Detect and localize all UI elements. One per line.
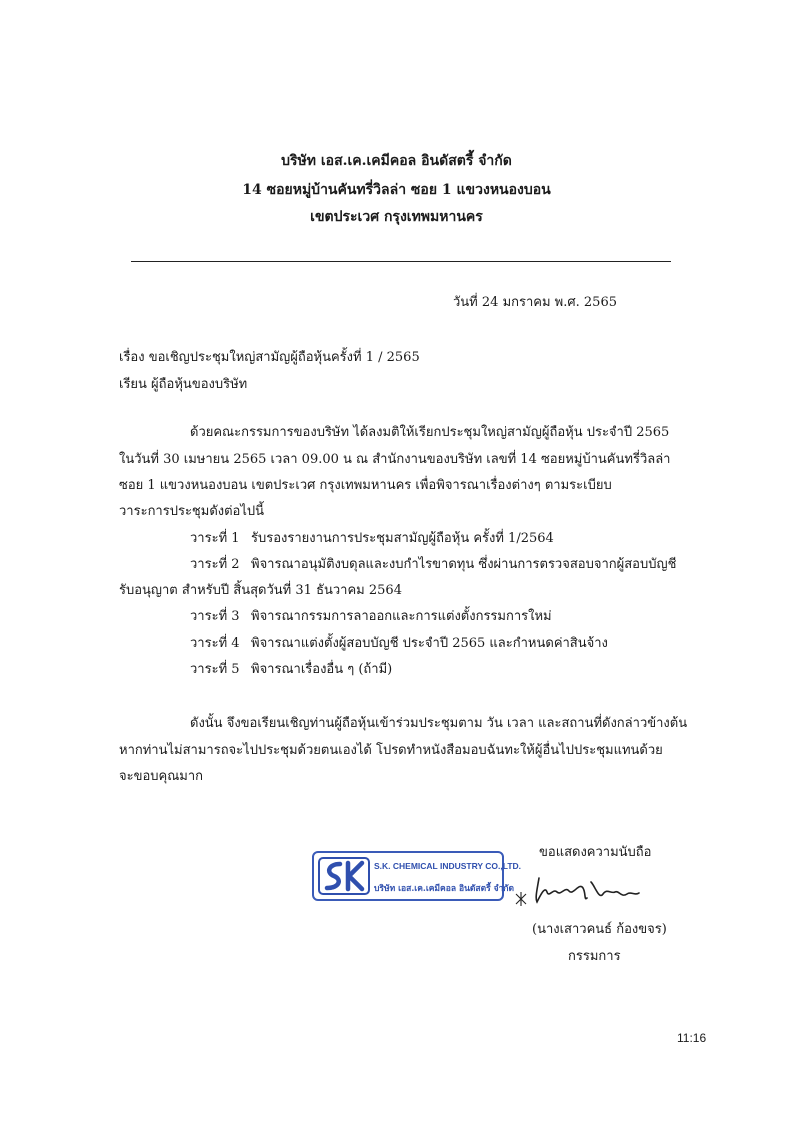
letter-subject: เรื่อง ขอเชิญประชุมใหญ่สามัญผู้ถือหุ้นครั้งที่ 1 / 2565 <box>119 350 420 365</box>
handwritten-signature <box>513 864 643 910</box>
agenda-number: วาระที่ 1 <box>190 531 240 546</box>
signatory-name: (นางเสาวคนธ์ ก้องขจร) <box>532 922 667 937</box>
body-line: ในวันที่ 30 เมษายน 2565 เวลา 09.00 น ณ สำนักงานของบริษัท เลขที่ 14 ซอยหมู่บ้านคันทรี่วิลล่า <box>119 452 671 467</box>
agenda-number: วาระที่ 2 <box>190 557 240 572</box>
header-divider <box>131 261 671 262</box>
agenda-item: รับรองรายงานการประชุมสามัญผู้ถือหุ้น ครั้งที่ 1/2564 <box>251 531 554 546</box>
company-name: บริษัท เอส.เค.เคมีคอล อินดัสตรี้ จำกัด <box>281 153 512 169</box>
agenda-item: พิจารณาอนุมัติงบดุลและงบกำไรขาดทุน ซึ่งผ่านการตรวจสอบจากผู้สอบบัญชี <box>251 557 677 572</box>
company-logo-icon <box>318 857 370 895</box>
company-stamp <box>312 851 522 901</box>
signatory-title: กรรมการ <box>568 949 621 964</box>
agenda-number: วาระที่ 3 <box>190 609 240 624</box>
body-line: หากท่านไม่สามารถจะไปประชุมด้วยตนเองได้ โปรดทำหนังสือมอบฉันทะให้ผู้อื่นไปประชุมแทนด้วย <box>119 743 663 758</box>
closing-salutation: ขอแสดงความนับถือ <box>539 845 652 860</box>
agenda-item: พิจารณาเรื่องอื่น ๆ (ถ้ามี) <box>251 662 393 677</box>
body-line: วาระการประชุมดังต่อไปนี้ <box>119 504 265 519</box>
agenda-number: วาระที่ 5 <box>190 662 240 677</box>
body-line: ด้วยคณะกรรมการของบริษัท ได้ลงมติให้เรียกประชุมใหญ่สามัญผู้ถือหุ้น ประจำปี 2565 <box>190 425 670 440</box>
body-line: ซอย 1 แขวงหนองบอน เขตประเวศ กรุงเทพมหานคร เพื่อพิจารณาเรื่องต่างๆ ตามระเบียบ <box>119 478 612 493</box>
address-line-2: เขตประเวศ กรุงเทพมหานคร <box>310 209 483 225</box>
letter-recipient: เรียน ผู้ถือหุ้นของบริษัท <box>119 377 248 392</box>
letter-date: วันที่ 24 มกราคม พ.ศ. 2565 <box>453 295 617 310</box>
agenda-item: พิจารณาแต่งตั้งผู้สอบบัญชี ประจำปี 2565 และกำหนดค่าสินจ้าง <box>251 636 608 651</box>
body-line: ดังนั้น จึงขอเรียนเชิญท่านผู้ถือหุ้นเข้าร่วมประชุมตาม วัน เวลา และสถานที่ดังกล่าวข้างต้น <box>190 716 688 731</box>
agenda-item: พิจารณากรรมการลาออกและการแต่งตั้งกรรมการใหม่ <box>251 609 552 624</box>
stamp-english-name: S.K. CHEMICAL INDUSTRY CO.,LTD. <box>374 861 522 871</box>
timestamp: 11:16 <box>677 1031 707 1045</box>
body-line: จะขอบคุณมาก <box>119 769 204 784</box>
address-line-1: 14 ซอยหมู่บ้านคันทรี่วิลล่า ซอย 1 แขวงหนองบอน <box>242 182 551 198</box>
stamp-thai-name: บริษัท เอส.เค.เคมีคอล อินดัสตรี้ จำกัด <box>374 884 515 894</box>
agenda-number: วาระที่ 4 <box>190 636 240 651</box>
agenda-item-continued: รับอนุญาต สำหรับปี สิ้นสุดวันที่ 31 ธันวาคม 2564 <box>119 583 402 598</box>
